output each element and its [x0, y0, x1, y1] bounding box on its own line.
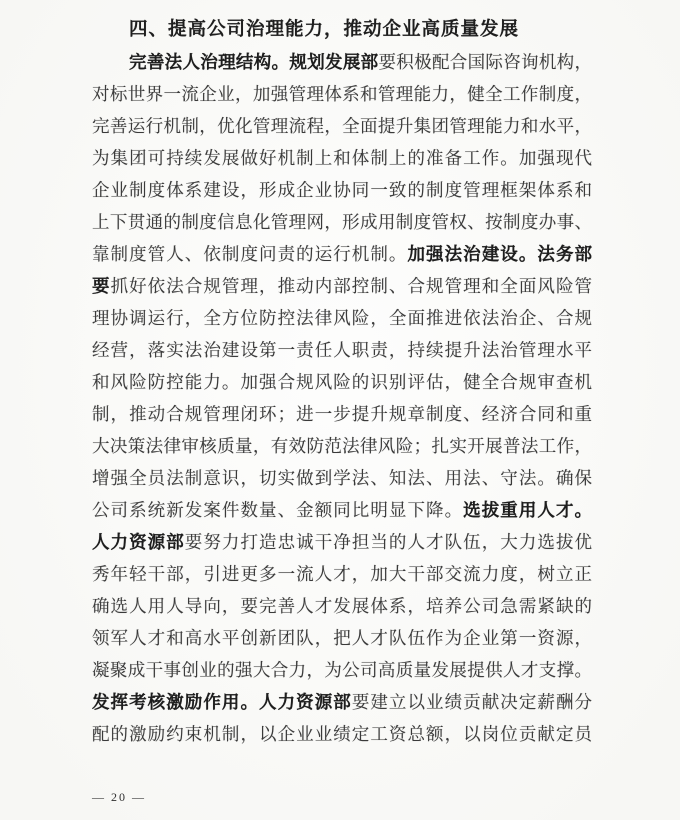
text-line	[92, 718, 592, 750]
text-run: 制，推动合规管理闭环；进一步提升规章制度、经济合同和重	[92, 404, 592, 424]
text-line	[92, 654, 592, 686]
text-run: 大决策法律审核质量，有效防范法律风险；扎实开展普法工作，	[92, 436, 592, 456]
text-line	[92, 526, 592, 558]
text-run: 和风险防控能力。加强合规风险的识别评估，健全合规审查机	[92, 372, 592, 392]
text-line	[92, 494, 592, 526]
body-paragraph	[92, 46, 592, 750]
bold-text-run: 选拔重用人才。	[463, 500, 593, 520]
text-line	[92, 142, 592, 174]
text-line	[92, 302, 592, 334]
text-run: 秀年轻干部，引进更多一流人才，加大干部交流力度，树立正	[92, 564, 592, 584]
text-line	[92, 590, 592, 622]
text-run: 为集团可持续发展做好机制上和体制上的准备工作。加强现代	[92, 148, 592, 168]
text-run: 靠制度管人、依制度问责的运行机制。	[92, 244, 408, 264]
text-run: 完善运行机制，优化管理流程，全面提升集团管理能力和水平，	[92, 116, 592, 136]
text-line	[92, 46, 592, 78]
text-line	[92, 270, 592, 302]
text-run: 理协调运行，全方位防控法律风险，全面推进依法治企、合规	[92, 308, 592, 328]
text-line	[92, 398, 592, 430]
text-line	[92, 334, 592, 366]
text-run: 经营，落实法治建设第一责任人职责，持续提升法治管理水平	[92, 340, 592, 360]
bold-text-run: 加强法治建设。法务部	[407, 244, 593, 264]
page-number: — 20 —	[92, 790, 146, 804]
text-line	[92, 430, 592, 462]
text-line	[92, 462, 592, 494]
text-line	[92, 686, 592, 718]
text-line	[92, 174, 592, 206]
text-run: 增强全员法制意识，切实做到学法、知法、用法、守法。确保	[92, 468, 592, 488]
text-line	[92, 366, 592, 398]
text-run: 企业制度体系建设，形成企业协同一致的制度管理框架体系和	[92, 180, 592, 200]
text-run: 凝聚成干事创业的强大合力，为公司高质量发展提供人才支撑。	[92, 660, 592, 680]
text-run: 要积极配合国际咨询机构，	[378, 52, 593, 72]
text-line	[92, 622, 592, 654]
section-heading: 四、提高公司治理能力，推动企业高质量发展	[129, 20, 520, 40]
text-run: 对标世界一流企业，加强管理体系和管理能力，健全工作制度，	[92, 84, 592, 104]
bold-text-run: 要	[92, 276, 111, 296]
text-line	[92, 238, 592, 270]
bold-text-run: 完善法人治理结构。规划发展部	[129, 52, 379, 72]
text-run: 上下贯通的制度信息化管理网，形成用制度管权、按制度办事、	[92, 212, 592, 232]
text-run: 公司系统新发案件数量、金额同比明显下降。	[92, 500, 464, 520]
text-line	[92, 558, 592, 590]
text-line	[92, 78, 592, 110]
text-run: 配的激励约束机制，以企业业绩定工资总额，以岗位贡献定员	[92, 724, 592, 744]
text-run: 抓好依法合规管理，推动内部控制、合规管理和全面风险管	[110, 276, 593, 296]
bold-text-run: 发挥考核激励作用。人力资源部	[92, 692, 352, 712]
bold-text-run: 人力资源部	[92, 532, 185, 552]
text-run: 要建立以业绩贡献决定薪酬分	[351, 692, 593, 712]
text-line	[92, 110, 592, 142]
text-run: 确选人用人导向，要完善人才发展体系，培养公司急需紧缺的	[92, 596, 592, 616]
text-run: 领军人才和高水平创新团队，把人才队伍作为企业第一资源，	[92, 628, 592, 648]
text-line	[92, 206, 592, 238]
text-run: 要努力打造忠诚干净担当的人才队伍，大力选拔优	[184, 532, 593, 552]
